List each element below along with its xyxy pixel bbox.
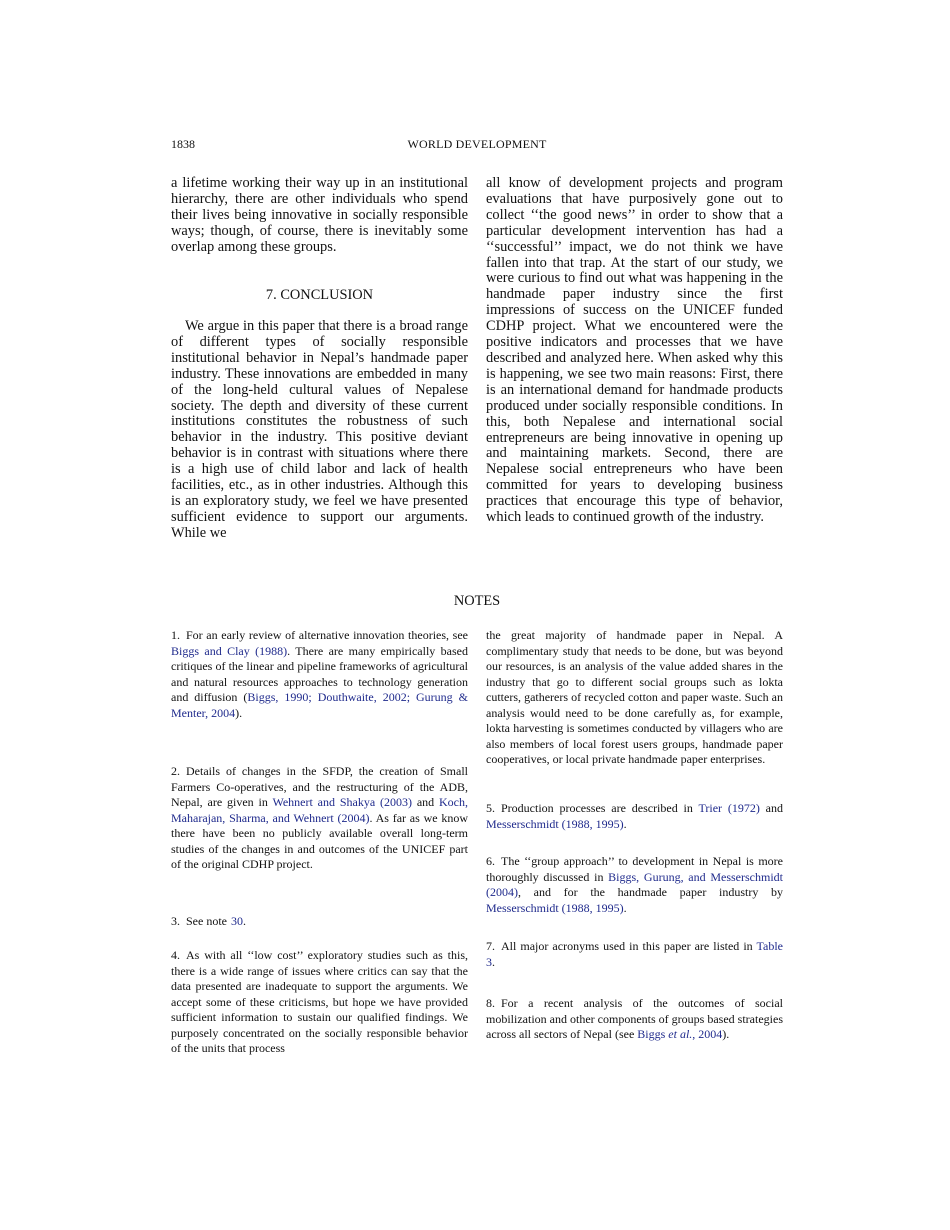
right-column bbox=[486, 176, 783, 526]
note-3 bbox=[171, 914, 468, 930]
notes-heading: NOTES bbox=[453, 593, 501, 609]
note-text: the great majority of handmade paper in Nepal. A complimentary study that needs to be done, but was beyond our resources, is an analysis of the value added shares in the industry that go to different social groups such as lokta cutters, gatherers of recycled cotton and paper waste. Such an analysis would need to be done carefully as, for example, lokta harvesting is sometimes conducted by villagers who are also members of local forest users groups, handmade paper cooperatives, or local private handmade paper enterprises. bbox=[486, 628, 783, 766]
body-paragraph-continued: a lifetime working their way up in an institutional hierarchy, there are other individuals who spend their lives being innovative in socially responsible ways; though, of course, there is inevitably some overlap among these groups. bbox=[171, 175, 468, 255]
note-text: 4. As with all ‘‘low cost’’ exploratory studies such as this, there is a wide range of issues where critics can say that the data presented are inadequate to support the arguments. We accept some of these criticisms, but hope we have provided sufficient information to sustain our qualified findings. We purposely concentrated on the socially responsible behavior of the units that process bbox=[171, 948, 468, 1055]
citation-link[interactable]: Biggs and Clay (1988) bbox=[171, 643, 288, 658]
note-text: . bbox=[243, 914, 246, 928]
note-text: and bbox=[759, 801, 783, 815]
citation-link[interactable]: Biggs, 1990; Douthwaite, 2002; Gurung & Menter, 2004 bbox=[171, 690, 468, 720]
note-text: . bbox=[623, 900, 627, 915]
citation-link[interactable]: Biggs, Gurung, and Messerschmidt (2004) bbox=[486, 869, 783, 899]
left-column bbox=[171, 176, 468, 256]
table-reference-link[interactable]: Table 3 bbox=[486, 939, 783, 969]
note-text: ). bbox=[722, 1027, 730, 1041]
page-number: 1838 bbox=[171, 137, 195, 151]
journal-title: WORLD DEVELOPMENT bbox=[407, 137, 547, 151]
conclusion-block bbox=[171, 319, 468, 542]
note-text: . bbox=[623, 816, 627, 831]
citation-year: , 2004 bbox=[692, 1027, 723, 1041]
note-5 bbox=[486, 801, 783, 832]
citation-link[interactable]: Trier (1972) bbox=[698, 801, 760, 815]
note-4-continued bbox=[486, 628, 783, 768]
note-reference-link[interactable]: 30 bbox=[231, 914, 243, 928]
citation-author: Biggs bbox=[637, 1027, 669, 1041]
note-text: . As far as we know there have been no publicly available overall long-term studies of the changes in and outcomes of the UNICEF part of the original CDHP project. bbox=[171, 810, 468, 871]
note-2 bbox=[171, 764, 468, 873]
citation-link[interactable]: Messerschmidt (1988, 1995) bbox=[486, 816, 624, 831]
citation-link[interactable]: Koch, Maharajan, Sharma, and Wehnert (2004) bbox=[171, 795, 468, 825]
note-text: 5. Production processes are described in bbox=[486, 801, 699, 815]
note-text: . There are many empirically based critiques of the linear and pipeline frameworks of agricultural and natural resources approaches to technology generation and diffusion ( bbox=[171, 643, 468, 704]
citation-link[interactable]: Wehnert and Shakya (2003) bbox=[272, 795, 412, 809]
note-text: 3. See note bbox=[171, 914, 227, 928]
citation-link[interactable]: Messerschmidt (1988, 1995) bbox=[486, 900, 624, 915]
citation-link[interactable] bbox=[637, 1027, 722, 1041]
note-text: and bbox=[411, 795, 439, 809]
conclusion-paragraph-continued: all know of development projects and program evaluations that have purposively gone out to collect ‘‘the good news’’ in order to show that a particular development intervention has had a ‘‘successful’’ impact, we do not think we have fallen into that trap. At the start of our study, we were curious to find out what was happening in the handmade paper industry since the first impressions of success on the UNICEF funded CDHP project. What we encountered were the positive indicators and processes that we have described and analyzed here. When asked why this is happening, we see two main reasons: First, there is an international demand for handmade products produced under socially responsible conditions. In this, both Nepalese and international social entrepreneurs are being innovative in opening up and maintaining markets. Second, there are Nepalese social entrepreneurs who have been committed for years to developing business practices that encourage this type of behavior, which leads to continued growth of the industry. bbox=[486, 175, 783, 526]
note-text: . bbox=[492, 954, 495, 969]
note-text: , and for the handmade paper industry by bbox=[518, 885, 783, 899]
note-text: 8. For a recent analysis of the outcomes of social mobilization and other components of groups based strategies across all sectors of Nepal (see bbox=[486, 996, 783, 1041]
conclusion-paragraph: We argue in this paper that there is a broad range of different types of socially responsible institutional behavior in Nepal’s handmade paper industry. These innovations are embedded in many of the long-held cultural values of Nepalese society. The depth and diversity of these current institutions constitutes the robustness of such behavior in the industry. This positive deviant behavior is in contrast with situations where there is a high use of child labor and lack of health facilities, etc., as in other industries. Although this is an exploratory study, we feel we have presented sufficient evidence to support our arguments. While we bbox=[171, 318, 468, 541]
note-text: 2. Details of changes in the SFDP, the creation of Small Farmers Co-operatives, and the restructuring of the ADB, Nepal, are given in bbox=[171, 764, 468, 809]
section-heading: 7. CONCLUSION bbox=[265, 287, 374, 303]
citation-etal: et al. bbox=[668, 1027, 693, 1041]
note-4 bbox=[171, 948, 468, 1057]
note-6 bbox=[486, 854, 783, 916]
note-7 bbox=[486, 939, 783, 970]
note-text: 1. For an early review of alternative innovation theories, see bbox=[171, 628, 468, 642]
note-text: 6. The ‘‘group approach’’ to development in Nepal is more thoroughly discussed in bbox=[486, 854, 783, 884]
note-text: ). bbox=[235, 705, 243, 720]
note-text: 7. All major acronyms used in this paper are listed in bbox=[486, 939, 757, 953]
note-8 bbox=[486, 996, 783, 1043]
note-1 bbox=[171, 628, 468, 721]
